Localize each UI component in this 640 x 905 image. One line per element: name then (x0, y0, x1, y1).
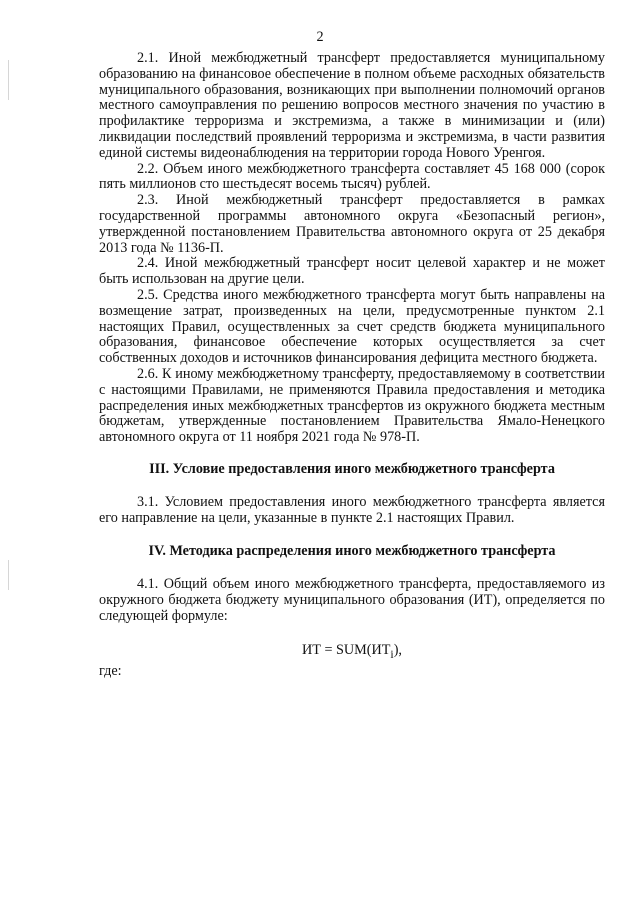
formula (99, 643, 605, 663)
formula-main: ИТ = SUM(ИТ (302, 641, 391, 658)
document-body (99, 51, 605, 680)
paragraph-3-1: 3.1. Условием предоставления иного межбюджетного трансферта является его направление на цели, указанные в пункте 2.1 настоящих Правил. (99, 493, 605, 526)
formula-tail: ), (393, 641, 402, 658)
formula-subscript: i (390, 646, 394, 661)
section-3-heading: III. Условие предоставления иного межбюджетного трансферта (149, 460, 555, 477)
scan-margin-mark (8, 60, 9, 100)
paragraph-2-5: 2.5. Средства иного межбюджетного трансферта могут быть направлены на возмещение затрат, произведенных на цели, предусмотренные пунктом 2.1 настоящих Правил, осуществленных за счет средств бюджета муниципального образования, финансовое обеспечение которых осуществляется за счет собственных доходов и источников финансирования дефицита местного бюджета. (99, 286, 605, 367)
paragraph-2-1: 2.1. Иной межбюджетный трансферт предоставляется муниципальному образованию на финансовое обеспечение в полном объеме расходных обязательств муниципального образования, возникающих при выполнении полномочий органов местного самоуправления по решению вопросов местного значения по участию в профилактике терроризма и экстремизма, а также в минимизации и (или) ликвидации последствий проявлений терроризма и экстремизма, в части развития единой системы видеонаблюдения на территории города Нового Уренгоя. (99, 50, 605, 161)
where-label: где: (99, 663, 122, 680)
paragraph-2-3: 2.3. Иной межбюджетный трансферт предоставляется в рамках государственной программы автономного округа «Безопасный регион», утвержденной постановлением Правительства автономного округа от 25 декабря 2013 года № 1136-П. (99, 192, 605, 256)
section-4-heading: IV. Методика распределения иного межбюджетного трансферта (148, 543, 556, 560)
paragraph-2-4: 2.4. Иной межбюджетный трансферт носит целевой характер и не может быть использован на другие цели. (99, 255, 605, 288)
paragraph-2-6: 2.6. К иному межбюджетному трансферту, предоставляемому в соответствии с настоящими Правилами, не применяются Правила предоставления и методика распределения иных межбюджетных трансфертов из окружного бюджета местным бюджетам, утвержденные постановлением Правительства Ямало-Ненецкого автономного округа от 11 ноября 2021 года № 978-П. (99, 365, 605, 446)
paragraph-2-2: 2.2. Объем иного межбюджетного трансферта составляет 45 168 000 (сорок пять миллионов сто шестьдесят восемь тысяч) рублей. (99, 160, 605, 193)
paragraph-4-1: 4.1. Общий объем иного межбюджетного трансферта, предоставляемого из окружного бюджета бюджету муниципального образования (ИТ), определяется по следующей формуле: (99, 576, 605, 624)
scan-margin-mark (8, 560, 9, 590)
page-number: 2 (316, 29, 324, 45)
